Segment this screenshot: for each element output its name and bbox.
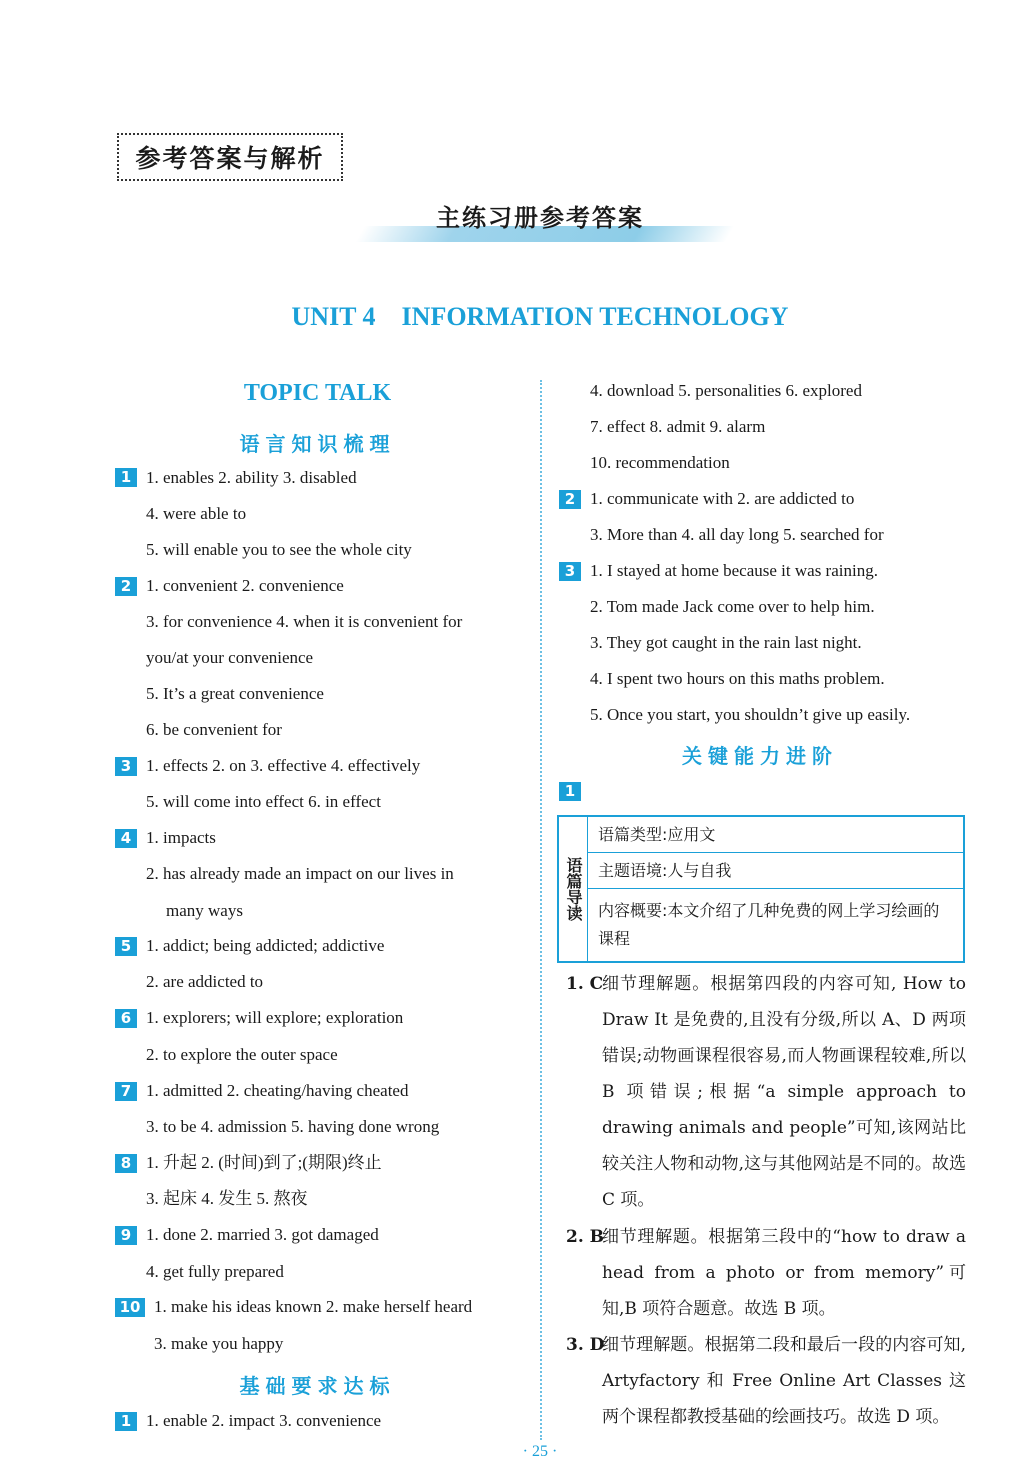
answer-line: 1. make his ideas known 2. make herself heard [154, 1297, 473, 1316]
column-divider [540, 380, 542, 1440]
exercise-number: 1 [115, 468, 137, 487]
answer-line: 1. done 2. married 3. got damaged [146, 1225, 379, 1244]
answer-line: 2. Tom made Jack come over to help him. [590, 597, 875, 616]
answer-line: 1. 升起 2. (时间)到了;(期限)终止 [146, 1153, 382, 1172]
answer-line: 7. effect 8. admit 9. alarm [590, 417, 766, 436]
unit-title: UNIT 4 INFORMATION TECHNOLOGY [291, 302, 789, 331]
reading-guide-table [557, 815, 965, 963]
answer-line: 1. impacts [146, 828, 216, 847]
section-key-abilities: 关键能力进阶 [682, 744, 838, 768]
answer-line: 1. I stayed at home because it was raining. [590, 561, 878, 580]
exercise-number: 8 [115, 1154, 137, 1173]
answer-line: 3. More than 4. all day long 5. searched for [590, 525, 884, 544]
answer-line: 5. Once you start, you shouldn’t give up easily. [590, 705, 911, 724]
answer-line: 3. to be 4. admission 5. having done wrong [146, 1117, 440, 1136]
answer-line: 6. be convenient for [146, 720, 282, 739]
answer-line: 1. communicate with 2. are addicted to [590, 489, 855, 508]
answer-text: 细节理解题。根据第四段的内容可知, How to Draw It 是免费的,且没有分级,所以 A、D 两项错误;动物画课程很容易,而人物画课程较难,所以 B 项错误;根据“a simple approach to drawing animals and people”可知,该网站比较关注人物和动物,这与其他网站是不同的。故选 C 项。 [602, 974, 966, 1210]
exercise-number: 2 [559, 490, 581, 509]
answer-line: many ways [166, 901, 243, 920]
exercise-number: 3 [559, 562, 581, 581]
answer-line: 4. I spent two hours on this maths problem. [590, 669, 885, 688]
answer-line: 2. are addicted to [146, 972, 264, 991]
answer-line: 5. It’s a great convenience [146, 684, 324, 703]
exercise-number: 10 [115, 1298, 145, 1317]
answer-line: 4. get fully prepared [146, 1262, 284, 1281]
answer-line: 4. were able to [146, 504, 247, 523]
answer-line: 5. will come into effect 6. in effect [146, 792, 381, 811]
page-number: · 25 · [522, 1443, 558, 1460]
answer-line: 3. 起床 4. 发生 5. 熬夜 [146, 1189, 308, 1208]
exercise-number: 5 [115, 937, 137, 956]
exercise-number: 4 [115, 829, 137, 848]
passage-type: 语篇类型:应用文 [588, 817, 963, 853]
answer-line: 4. download 5. personalities 6. explored [590, 381, 862, 400]
answer-line: 2. to explore the outer space [146, 1045, 338, 1064]
answer-label: 3. D [566, 1335, 605, 1355]
answer-line: 3. for convenience 4. when it is convenient for [146, 612, 463, 631]
answer-explanation [566, 1219, 966, 1327]
answer-line: 1. explorers; will explore; exploration [146, 1008, 404, 1027]
answer-line: 3. They got caught in the rain last night. [590, 633, 862, 652]
guide-side-text: 语篇导读 [564, 857, 583, 921]
answer-label: 1. C [566, 974, 604, 994]
answer-line: 1. addict; being addicted; addictive [146, 936, 385, 955]
exercise-number: 3 [115, 757, 137, 776]
section-language-knowledge: 语言知识梳理 [239, 432, 396, 456]
theme-context: 主题语境:人与自我 [588, 853, 963, 889]
exercise-number: 7 [115, 1082, 137, 1101]
answer-text: 细节理解题。根据第三段中的“how to draw a head from a photo or from memory”可知,B 项符合题意。故选 B 项。 [602, 1227, 966, 1319]
answer-line: 1. admitted 2. cheating/having cheated [146, 1081, 409, 1100]
content-summary: 内容概要:本文介绍了几种免费的网上学习绘画的课程 [598, 901, 940, 948]
exercise-number: 6 [115, 1009, 137, 1028]
answer-line: 3. make you happy [154, 1334, 284, 1353]
topic-title: TOPIC TALK [243, 380, 392, 406]
main-title-text: 主练习册参考答案 [436, 204, 644, 232]
answer-section-tag: 参考答案与解析 [117, 133, 343, 181]
answer-explanation [566, 1327, 966, 1435]
answer-line: 10. recommendation [590, 453, 730, 472]
answer-line: 2. has already made an impact on our lives in [146, 864, 454, 883]
answer-line: 1. effects 2. on 3. effective 4. effectively [146, 756, 421, 775]
exercise-number: 1 [559, 782, 581, 801]
answer-explanation [566, 966, 966, 1218]
answer-text: 细节理解题。根据第二段和最后一段的内容可知, Artyfactory 和 Free Online Art Classes 这两个课程都教授基础的绘画技巧。故选 D 项。 [602, 1335, 966, 1427]
exercise-number: 1 [115, 1412, 137, 1431]
answer-line: 5. will enable you to see the whole city [146, 540, 412, 559]
answer-line: 1. enable 2. impact 3. convenience [146, 1411, 382, 1430]
answer-label: 2. B [566, 1227, 605, 1247]
exercise-number: 9 [115, 1226, 137, 1245]
guide-side-label [559, 817, 588, 961]
exercise-number: 2 [115, 577, 137, 596]
section-basic-requirements: 基础要求达标 [239, 1374, 396, 1398]
answer-line: 1. convenient 2. convenience [146, 576, 344, 595]
answer-line: you/at your convenience [146, 648, 314, 667]
main-title [350, 196, 730, 250]
answer-line: 1. enables 2. ability 3. disabled [146, 468, 357, 487]
